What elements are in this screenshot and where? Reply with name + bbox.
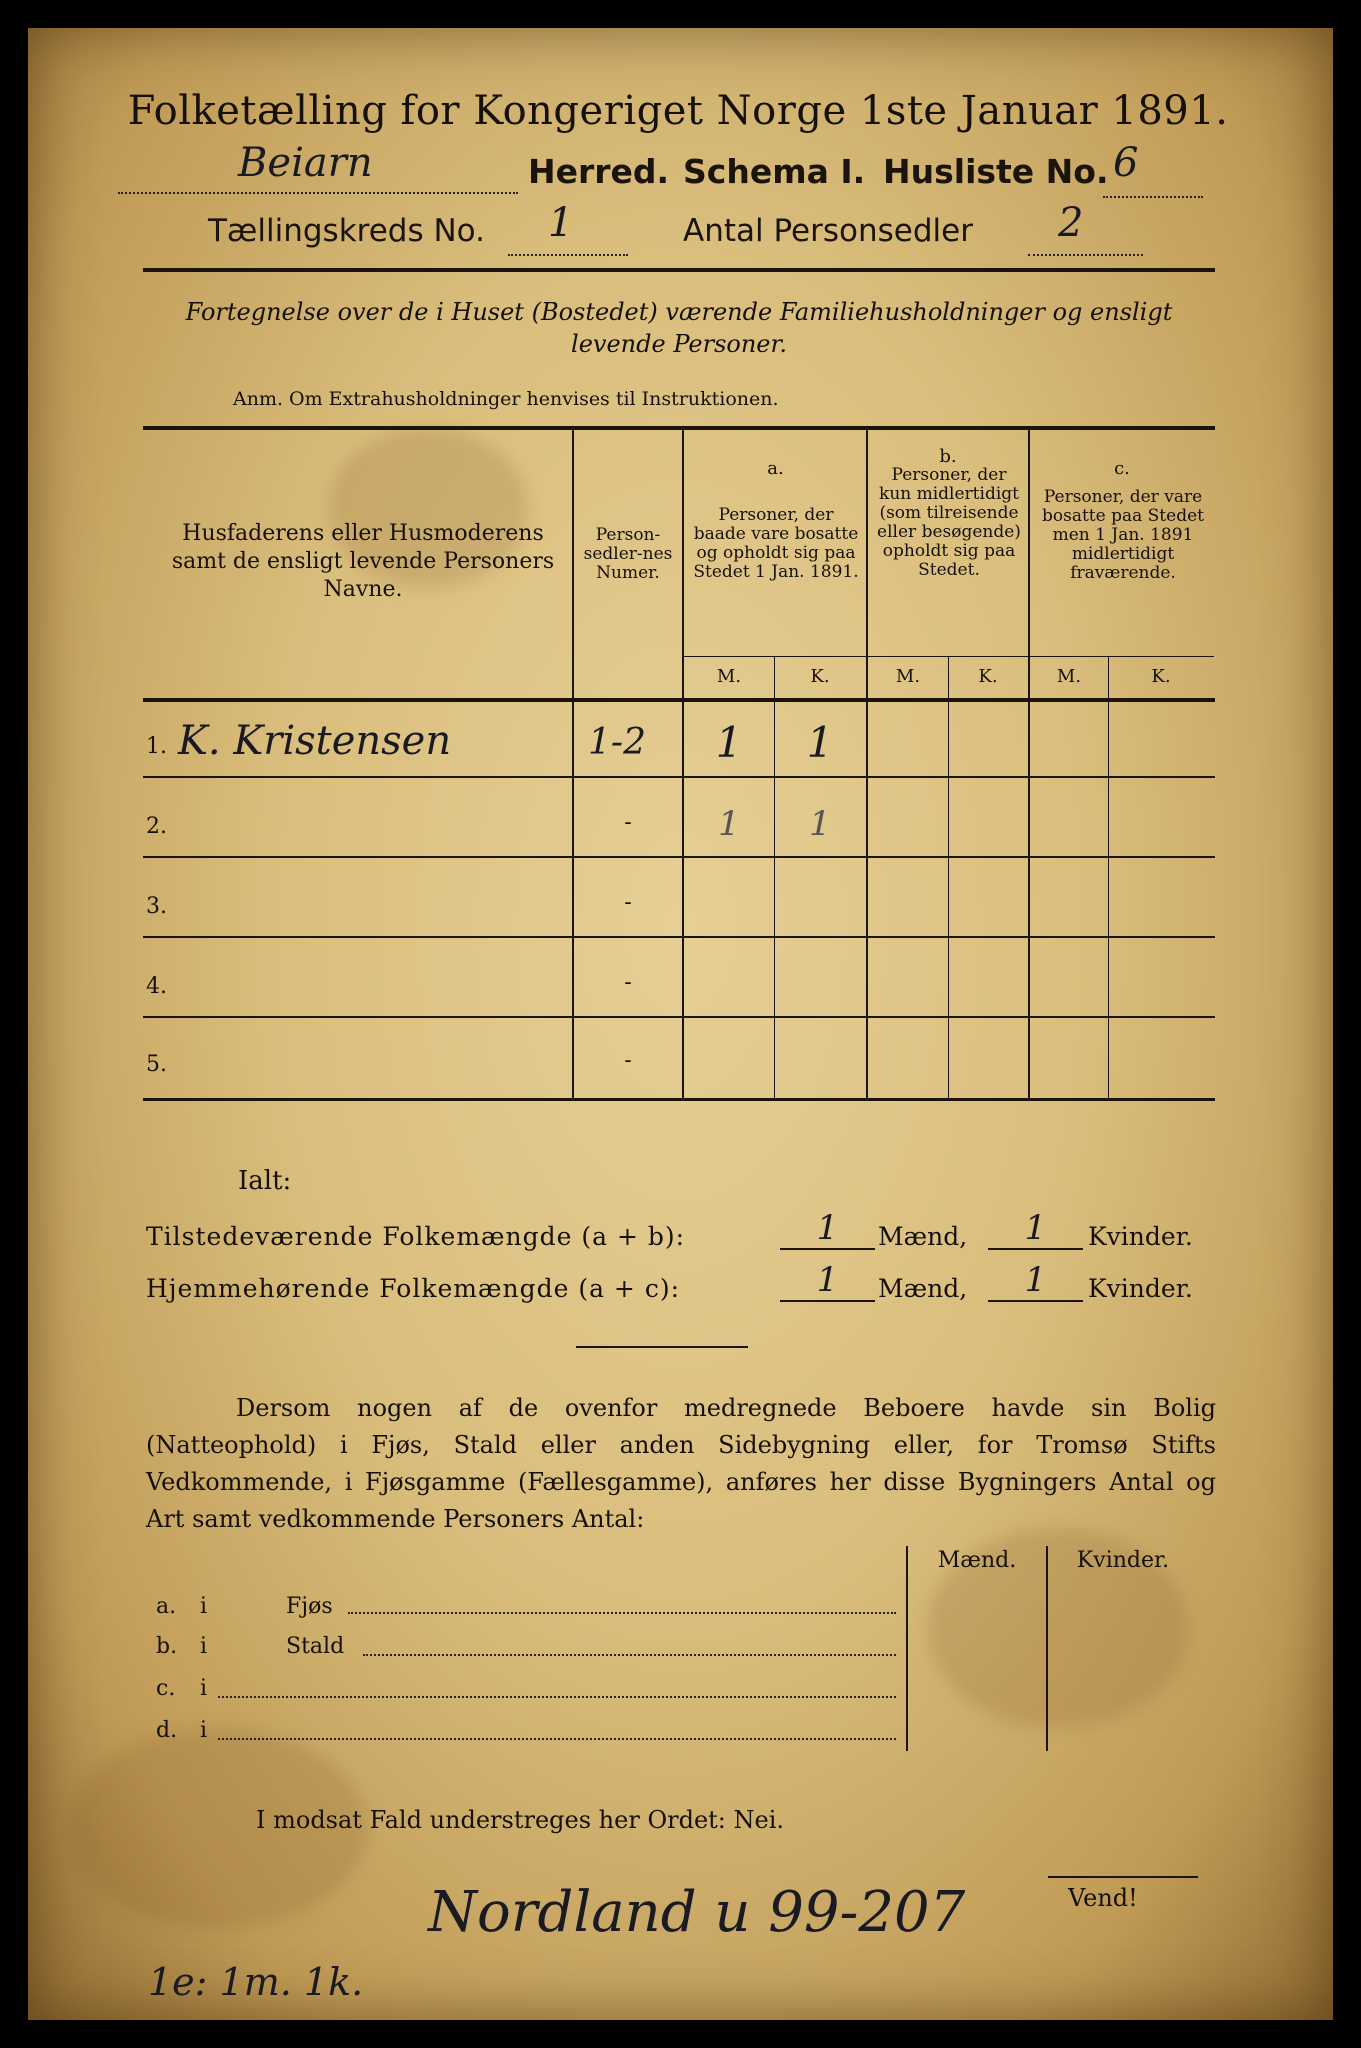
building-row-letter: d. [156, 1718, 178, 1743]
hjemme-maend: Mænd, [878, 1274, 968, 1303]
row-number: 5. [146, 1052, 167, 1077]
herred-label: Herred. [528, 152, 670, 191]
buildings-col-divider-2 [1046, 1546, 1048, 1751]
form-title: Folketælling for Kongeriget Norge 1ste Januar 1891. [127, 88, 1229, 134]
building-row-letter: a. [156, 1594, 177, 1619]
row-line-3 [143, 936, 1215, 938]
col-a-k: K. [810, 666, 830, 687]
row-numer: - [624, 970, 632, 995]
buildings-col-maend: Mænd. [937, 1548, 1017, 1573]
buildings-col-divider-1 [906, 1546, 908, 1751]
hjemme-label: Hjemmehørende Folkemængde (a + c): [146, 1274, 680, 1303]
intro-text: Fortegnelse over de i Huset (Bostedet) værende Familiehusholdninger og ensligt levende Personer. [185, 298, 1173, 358]
anm-note: Anm. Om Extrahusholdninger henvises til Instruktionen. [233, 388, 779, 410]
row-a-k: 1 [806, 718, 834, 767]
col-header-b-letter: b. [939, 446, 957, 467]
tilsted-k-line [988, 1248, 1083, 1250]
building-row-dots [218, 1696, 896, 1698]
building-row-letter: c. [156, 1676, 176, 1701]
row-numer: - [624, 810, 632, 835]
building-row-i: i [200, 1594, 208, 1619]
vend-label: Vend! [1068, 1884, 1138, 1912]
tilsted-m-line [780, 1248, 875, 1250]
row-numer: - [624, 890, 632, 915]
personsedler-label: Antal Personsedler [683, 213, 973, 249]
herred-value: Beiarn [238, 140, 373, 186]
building-row-dots [348, 1612, 896, 1614]
building-row-i: i [200, 1718, 208, 1743]
col-divider-4 [1028, 428, 1030, 1100]
building-row-dots [363, 1654, 896, 1656]
col-header-b: Personer, der kun midlertidigt (som tilreisende eller besøgende) opholdt sig paa Stedet. [877, 465, 1021, 580]
tilsted-m-value: 1 [816, 1208, 839, 1248]
initials-note: 1e: 1m. 1k. [148, 1960, 364, 2004]
vend-rule [1048, 1876, 1198, 1878]
row-line-1 [143, 776, 1215, 778]
col-header-c-letter: c. [1114, 458, 1130, 479]
row-line-2 [143, 856, 1215, 858]
building-row-dots [218, 1738, 896, 1740]
col-b-k: K. [978, 666, 998, 687]
row-name: K. Kristensen [178, 718, 452, 764]
col-divider-b-mk [948, 656, 949, 1100]
hjemme-k-line [988, 1300, 1083, 1302]
tilsted-maend: Mænd, [878, 1222, 968, 1251]
husliste-value: 6 [1113, 140, 1139, 186]
tilsted-kvinder: Kvinder. [1088, 1222, 1193, 1251]
col-header-names: Husfaderens eller Husmoderens samt de ensligt levende Personers Navne. [171, 521, 555, 602]
header-divider [143, 268, 1215, 272]
col-c-k: K. [1151, 666, 1171, 687]
hjemme-m-value: 1 [816, 1260, 839, 1300]
building-row-label: Fjøs [286, 1594, 333, 1619]
row-number: 2. [146, 814, 167, 839]
kreds-value: 1 [548, 200, 574, 246]
buildings-col-kvinder: Kvinder. [1076, 1548, 1170, 1573]
col-header-a: Personer, der baade vare bosatte og opholdt sig paa Stedet 1 Jan. 1891. [693, 505, 859, 582]
ialt-label: Ialt: [238, 1166, 292, 1196]
row-a-k: 1 [809, 804, 831, 844]
schema-label: Schema I. [683, 152, 866, 191]
col-divider-3 [866, 428, 868, 1100]
row-a-m: 1 [718, 804, 740, 844]
row-numer: - [624, 1048, 632, 1073]
row-a-m: 1 [715, 718, 743, 767]
table-top-rule [143, 426, 1215, 430]
building-row-label: Stald [286, 1634, 345, 1659]
row-number: 3. [146, 894, 167, 919]
building-row-letter: b. [156, 1634, 178, 1659]
census-form-page [28, 28, 1333, 2020]
archive-note: Nordland u 99-207 [428, 1880, 966, 1945]
kreds-label: Tællingskreds No. [208, 213, 485, 249]
section-divider [576, 1346, 748, 1348]
col-header-numer: Person-sedler-nes Numer. [583, 525, 673, 583]
building-row-i: i [200, 1634, 208, 1659]
personsedler-field [1028, 218, 1143, 256]
col-divider-1 [572, 428, 574, 1100]
table-bottom-rule [143, 1098, 1215, 1101]
row-number: 4. [146, 974, 167, 999]
col-a-m: M. [716, 666, 742, 687]
row-numer: 1-2 [588, 722, 646, 763]
building-row-i: i [200, 1676, 208, 1701]
row-number: 1. [146, 734, 167, 759]
tilsted-label: Tilstedeværende Folkemængde (a + b): [146, 1222, 686, 1251]
table-header-bottom-rule [143, 698, 1215, 702]
row-line-4 [143, 1016, 1215, 1018]
buildings-text: Dersom nogen af de ovenfor medregnede Beboere havde sin Bolig (Natteophold) i Fjøs, Stald eller anden Sidebygning eller, for Tromsø Stifts Vedkommende, i Fjøsgamme (Fællesgamme), anføres her disse Bygningers Antal og Art samt vedkommende Personers Antal: [146, 1394, 1216, 1533]
personsedler-value: 2 [1058, 200, 1084, 246]
husliste-label: Husliste No. [883, 152, 1109, 191]
col-divider-c-mk [1108, 656, 1109, 1100]
tilsted-k-value: 1 [1024, 1208, 1047, 1248]
hjemme-kvinder: Kvinder. [1088, 1274, 1193, 1303]
col-b-m: M. [895, 666, 921, 687]
col-header-a-letter: a. [767, 458, 784, 479]
col-c-m: M. [1056, 666, 1082, 687]
hjemme-m-line [780, 1300, 875, 1302]
mk-header-rule [684, 656, 1214, 657]
hjemme-k-value: 1 [1024, 1260, 1047, 1300]
modsat-note: I modsat Fald understreges her Ordet: Nei. [256, 1806, 785, 1834]
col-header-c: Personer, der vare bosatte paa Stedet men 1 Jan. 1891 midlertidigt fraværende. [1042, 487, 1204, 583]
